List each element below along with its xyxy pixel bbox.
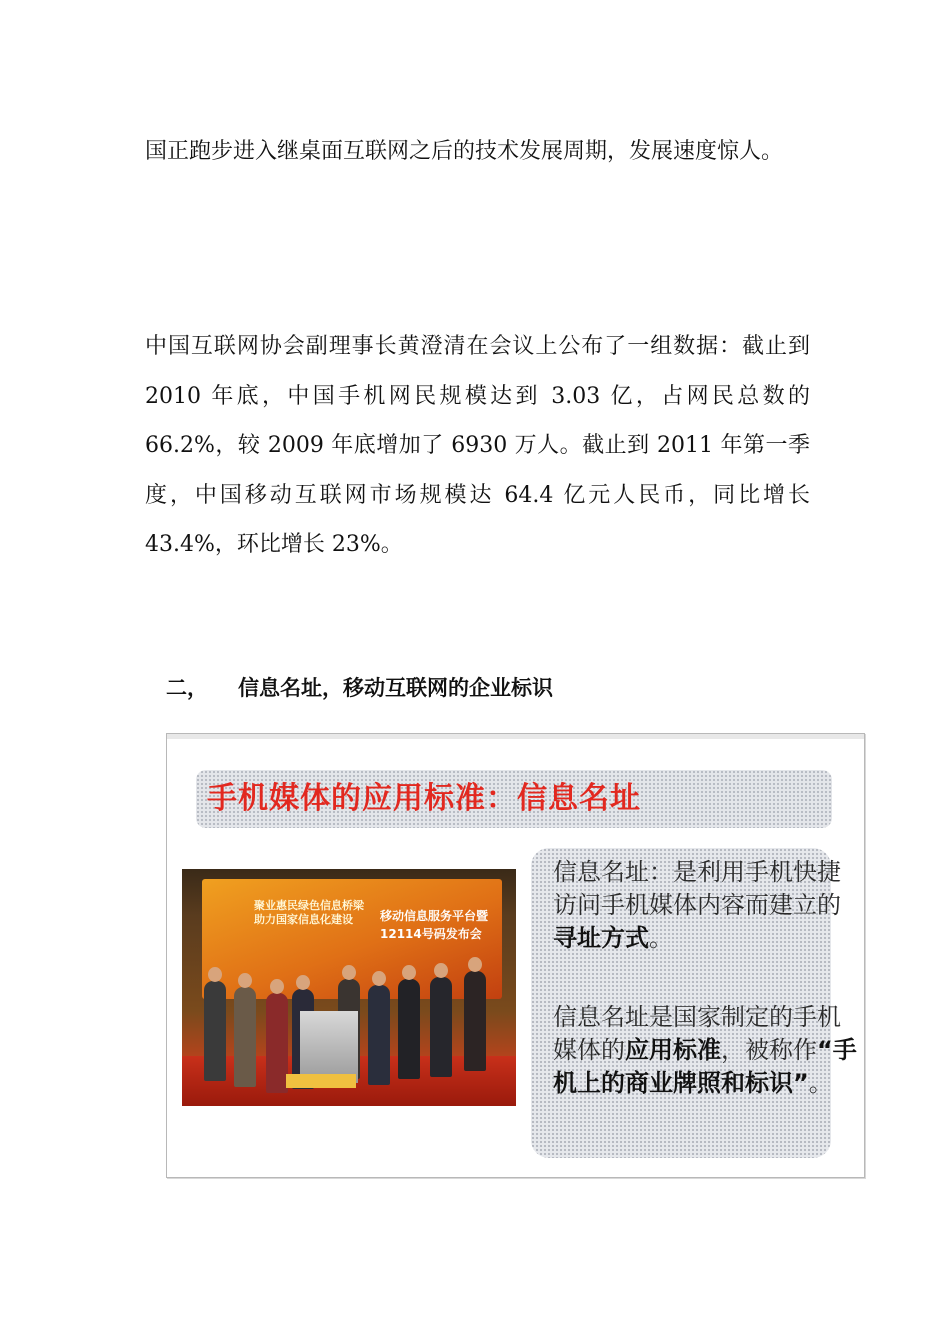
person-figure xyxy=(266,993,288,1093)
section-title: 信息名址，移动互联网的企业标识 xyxy=(238,676,553,700)
section-number: 二， xyxy=(166,676,208,700)
person-figure xyxy=(234,987,256,1087)
person-figure xyxy=(204,981,226,1081)
banner-text-right: 移动信息服务平台暨 12114号码发布会 xyxy=(380,909,489,941)
person-figure xyxy=(368,985,390,1085)
banner-text-left: 聚业惠民绿色信息桥梁 助力国家信息化建设 xyxy=(254,899,364,926)
paragraph-statistics: 中国互联网协会副理事长黄澄清在会议上公布了一组数据：截止到 2010 年底，中国手机网民规模达到 3.03 亿，占网民总数的 66.2%，较 2009 年底增加了 6930 万人。截止到 2011 年第一季度，中国移动互联网市场规模达 64.4 亿元人民币，同比增长 43.4%，环比增长 23%。 xyxy=(145,334,810,557)
section-heading xyxy=(166,668,553,708)
standard-text-part: 信息名址是国家制定的手机媒体的 xyxy=(553,1003,841,1064)
slide-image xyxy=(166,733,865,1178)
slide-standard-text xyxy=(553,1001,858,1100)
slide-title: 手机媒体的应用标准：信息名址 xyxy=(207,781,641,816)
person-figure xyxy=(464,971,486,1071)
definition-text-end: 。 xyxy=(649,924,673,952)
slide-definition-text xyxy=(553,856,858,955)
event-photo xyxy=(182,869,516,1106)
definition-text-part: 信息名址：是利用手机快捷访问手机媒体内容而建立的 xyxy=(553,858,841,919)
podium-base xyxy=(286,1074,356,1088)
person-figure xyxy=(398,979,420,1079)
definition-highlight: 寻址方式 xyxy=(553,924,649,952)
paragraph-intro: 国正跑步进入继桌面互联网之后的技术发展周期，发展速度惊人。 xyxy=(145,139,784,164)
standard-quote-highlight: “手机上的商业牌照和标识” xyxy=(553,1036,857,1097)
standard-highlight: 应用标准 xyxy=(625,1036,721,1064)
person-figure xyxy=(430,977,452,1077)
standard-text-end: 。 xyxy=(808,1069,833,1097)
podium xyxy=(300,1011,358,1083)
standard-text-part: ，被称作 xyxy=(721,1036,817,1064)
